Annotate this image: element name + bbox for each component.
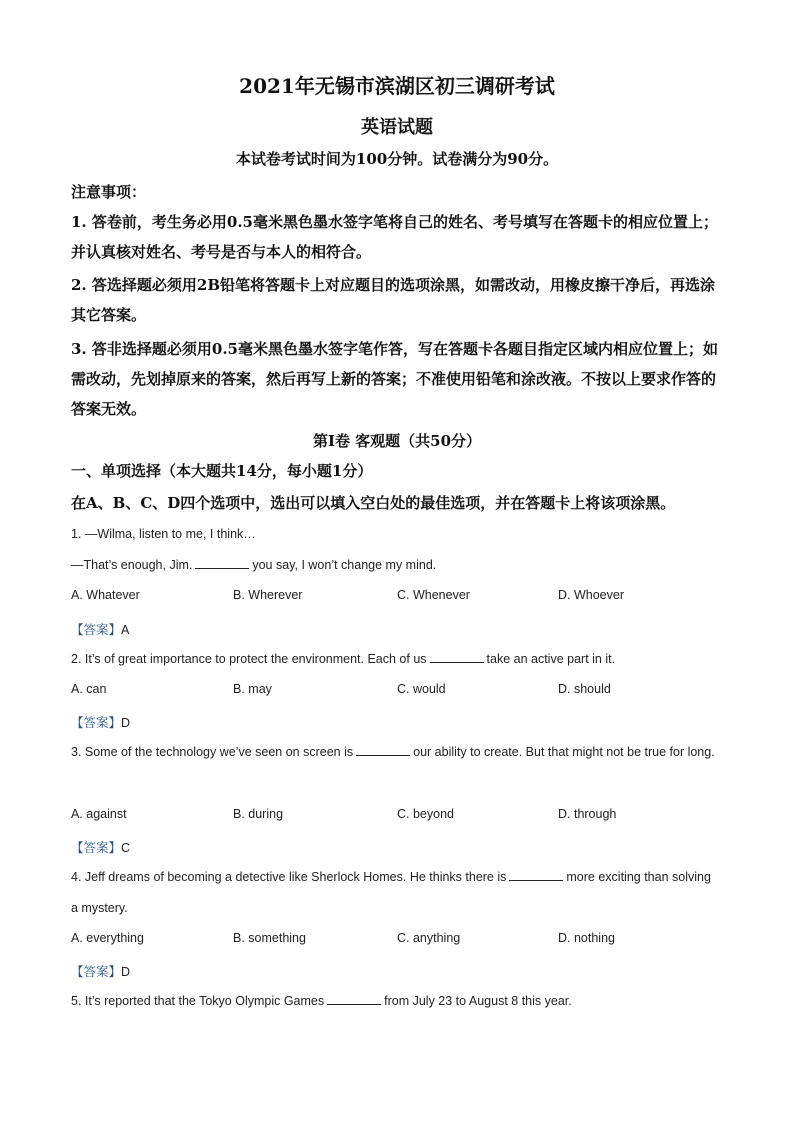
question-3-text bbox=[71, 737, 721, 768]
answer-value: A bbox=[121, 623, 130, 637]
option-b: B. during bbox=[233, 807, 284, 821]
question-3-answer bbox=[71, 838, 130, 856]
question-1-line-1: 1. —Wilma, listen to me, I think… bbox=[71, 527, 256, 541]
answer-blank bbox=[195, 558, 249, 569]
answer-tag: 【答案】 bbox=[71, 841, 122, 855]
question-text-after: more exciting than solving a mystery. bbox=[71, 870, 711, 915]
question-4-text bbox=[71, 862, 721, 924]
part-heading: 一、单项选择（本大题共14分，每小题1分） bbox=[71, 462, 373, 480]
option-b: B. may bbox=[233, 682, 272, 696]
answer-blank bbox=[356, 745, 410, 756]
question-1-options bbox=[71, 588, 721, 608]
option-c: C. beyond bbox=[397, 807, 454, 821]
option-c: C. anything bbox=[397, 931, 461, 945]
section-title: 第I卷 客观题（共50分） bbox=[312, 432, 482, 450]
question-text-after: take an active part in it. bbox=[486, 652, 616, 666]
option-d: D. Whoever bbox=[558, 588, 624, 602]
question-text-before: —That’s enough, Jim. bbox=[71, 558, 193, 572]
answer-blank bbox=[509, 870, 563, 881]
option-d: D. through bbox=[558, 807, 617, 821]
exam-title: 2021年无锡市滨湖区初三调研考试 bbox=[239, 74, 555, 98]
question-3-options bbox=[71, 807, 721, 827]
question-2-answer bbox=[71, 713, 130, 731]
question-text-before: 3. Some of the technology we’ve seen on screen is bbox=[71, 745, 354, 759]
notice-item-1: 1. 答卷前，考生务必用0.5毫米黑色墨水签字笔将自己的姓名、考号填写在答题卡的相应位置上；并认真核对姓名、考号是否与本人的相符合。 bbox=[71, 213, 718, 261]
question-text-after: from July 23 to August 8 this year. bbox=[384, 994, 572, 1008]
option-a: A. everything bbox=[71, 931, 144, 945]
answer-tag: 【答案】 bbox=[71, 965, 122, 979]
question-1-line-2 bbox=[71, 550, 721, 581]
option-c: C. would bbox=[397, 682, 446, 696]
answer-blank bbox=[430, 652, 484, 663]
question-text-after: our ability to create. But that might not be true for long. bbox=[413, 745, 715, 759]
notice-heading: 注意事项： bbox=[71, 183, 147, 201]
option-c: C. Whenever bbox=[397, 588, 470, 602]
option-d: D. should bbox=[558, 682, 611, 696]
notice-item-3: 3. 答非选择题必须用0.5毫米黑色墨水签字笔作答，写在答题卡各题目指定区域内相应位置上；如需改动，先划掉原来的答案，然后再写上新的答案；不准使用铅笔和涂改液。不按以上要求作答的答案无效。 bbox=[71, 340, 718, 418]
question-4-answer bbox=[71, 962, 130, 980]
answer-value: C bbox=[121, 841, 131, 855]
question-2-text bbox=[71, 644, 721, 675]
question-5-text bbox=[71, 986, 721, 1017]
answer-tag: 【答案】 bbox=[71, 716, 122, 730]
option-a: A. can bbox=[71, 682, 107, 696]
answer-blank bbox=[327, 994, 381, 1005]
option-d: D. nothing bbox=[558, 931, 615, 945]
question-text-before: 2. It’s of great importance to protect the environment. Each of us bbox=[71, 652, 427, 666]
question-text-after: you say, I won’t change my mind. bbox=[252, 558, 437, 572]
question-text-before: 4. Jeff dreams of becoming a detective like Sherlock Homes. He thinks there is bbox=[71, 870, 507, 884]
answer-value: D bbox=[121, 965, 131, 979]
question-1-answer bbox=[71, 620, 129, 638]
question-4-options bbox=[71, 931, 721, 951]
option-b: B. Wherever bbox=[233, 588, 303, 602]
option-b: B. something bbox=[233, 931, 306, 945]
notice-item-2: 2. 答选择题必须用2B铅笔将答题卡上对应题目的选项涂黑，如需改动，用橡皮擦干净后，再选涂其它答案。 bbox=[71, 276, 716, 324]
option-a: A. Whatever bbox=[71, 588, 140, 602]
answer-value: D bbox=[121, 716, 131, 730]
part-instruction: 在A、B、C、D四个选项中，选出可以填入空白处的最佳选项，并在答题卡上将该项涂黑。 bbox=[71, 494, 676, 512]
exam-info: 本试卷考试时间为100分钟。试卷满分为90分。 bbox=[235, 150, 559, 168]
answer-tag: 【答案】 bbox=[71, 623, 122, 637]
question-2-options bbox=[71, 682, 721, 702]
subject-title: 英语试题 bbox=[361, 117, 433, 138]
option-a: A. against bbox=[71, 807, 127, 821]
question-text-before: 5. It’s reported that the Tokyo Olympic Games bbox=[71, 994, 325, 1008]
